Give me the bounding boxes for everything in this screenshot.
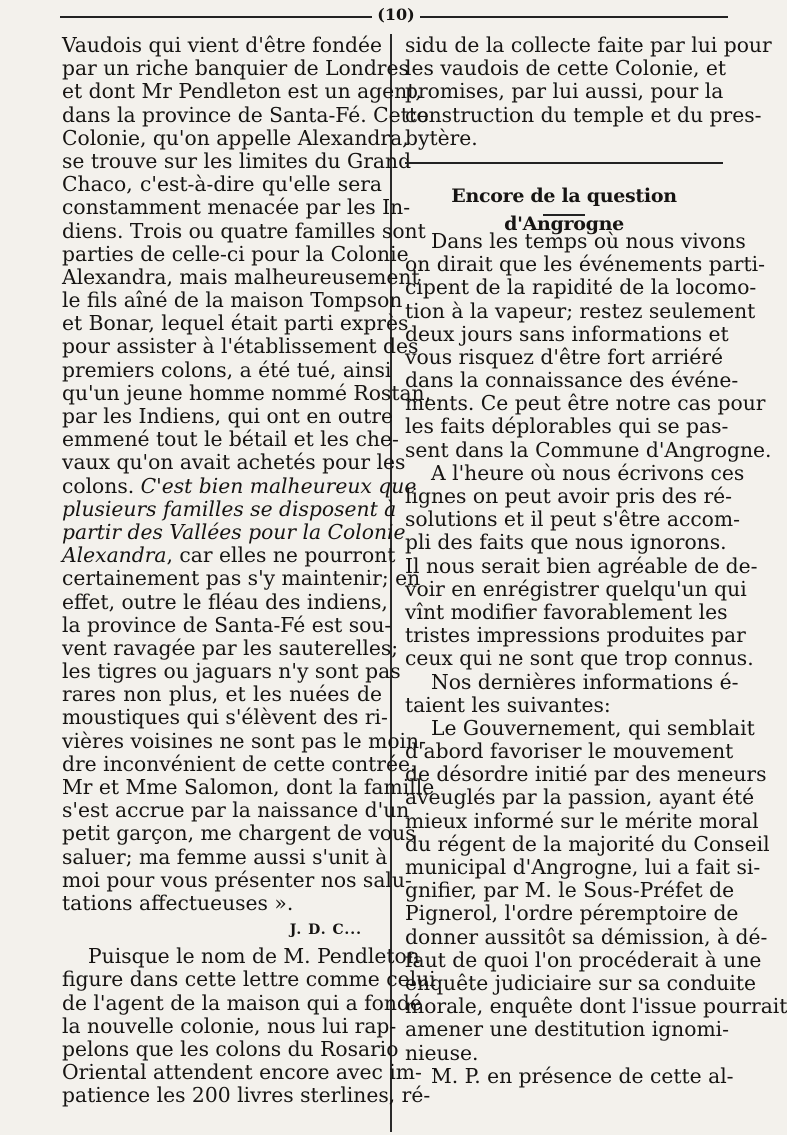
text-line: donner aussitôt sa démission, à dé- [405,924,768,949]
text-line: promises, par lui aussi, pour la [405,79,724,104]
text-line: ceux qui ne sont que trop connus. [405,646,754,671]
text-line: ments. Ce peut être notre cas pour [405,391,766,416]
right-paragraph-4 [405,715,787,1065]
text-line: rares non plus, et les nuées de [62,682,382,707]
text-line: vous risquez d'être fort arriéré [405,344,723,369]
italic-text: C'est bien malheureux que [140,473,417,498]
text-line: certainement pas s'y maintenir; en [62,566,421,591]
text-line: aveuglés par la passion, ayant été [405,785,755,810]
text-line: sent dans la Commune d'Angrogne. [405,437,772,462]
text-line: par les Indiens, qui ont en outre [62,404,393,428]
page-header [60,4,728,28]
text-line: la province de Santa-Fé est sou- [62,612,392,637]
text-line: Alexandra, mais malheureusement [62,264,420,289]
text-line: Nos dernières informations é- [431,669,739,694]
text-line: parties de celle-ci pour la Colonie [62,241,409,266]
left-paragraph-2 [62,944,436,1108]
text-line: voir en enrégistrer quelqu'un qui [405,576,747,601]
section-separator [405,162,723,164]
section-title: Encore de la question d'Angrogne [451,184,677,235]
text-line-italic-2: plusieurs familles se disposent à [62,496,397,521]
text-line: taient les suivantes: [405,692,611,717]
text-line: emmené tout le bétail et les che- [62,427,399,452]
text-line: vaux qu'on avait achetés pour les [62,450,406,475]
text-line: on dirait que les événements parti- [405,252,765,277]
text-line-italic-3: partir des Vallées pour la Colonie [62,519,406,544]
text-line: morale, enquête dont l'issue pourrait [405,994,787,1019]
text-line: lignes on peut avoir pris des ré- [405,484,733,508]
text-line: bytère. [405,125,478,150]
text-line: cipent de la rapidité de la locomo- [405,275,757,300]
text-line: saluer; ma femme aussi s'unit à [62,844,388,869]
text-line: Dans les temps où nous vivons [431,228,746,253]
text-line: Vaudois qui vient d'être fondée [62,33,382,57]
left-paragraph-1-rest [62,566,435,915]
text-line: se trouve sur les limites du Grand [62,148,412,173]
text-line-italic-4 [62,543,396,568]
text-line: gnifier, par M. le Sous-Préfet de [405,878,735,903]
italic-lead: colons. [62,473,135,498]
text-line: dans la connaissance des événe- [405,368,739,393]
text-line: tion à la vapeur; restez seulement [405,298,756,323]
text-line: les faits déplorables qui se pas- [405,414,729,439]
text-line: d'abord favoriser le mouvement [405,739,734,764]
right-paragraph-1 [405,228,772,462]
right-column [405,33,787,1088]
text-line: vent ravagée par les sauterelles; [62,635,399,660]
text-line: A l'heure où nous écrivons ces [431,460,745,485]
text-line: mieux informé sur le mérite moral [405,808,759,833]
text-line: et Bonar, lequel était parti exprès [62,311,409,336]
text-line: qu'un jeune homme nommé Rostan, [62,380,432,405]
left-paragraph-1 [62,33,432,475]
text-line: Colonie, qu'on appelle Alexandra, [62,125,409,150]
text-line: vînt modifier favorablement les [405,599,728,624]
text-line: Puisque le nom de M. Pendleton [88,944,420,969]
text-line: enquête judiciaire sur sa conduite [405,970,756,995]
line-continuation: , car elles ne pourront [166,543,396,568]
right-paragraph-2 [405,460,758,671]
text-line: amener une destitution ignomi- [405,1017,730,1042]
text-line: Le Gouvernement, qui semblait [431,715,755,740]
text-line: construction du temple et du pres- [405,102,762,127]
text-line: premiers colons, a été tué, ainsi [62,357,392,382]
text-line: figure dans cette lettre comme celui [62,967,436,992]
text-line: nieuse. [405,1040,479,1065]
text-line: sidu de la collecte faite par lui pour [405,33,772,57]
text-line: Oriental attendent encore avec im- [62,1060,422,1085]
text-line: diens. Trois ou quatre familles sont [62,218,426,243]
text-line: faut de quoi l'on procéderait à une [405,947,762,972]
text-line: petit garçon, me chargent de vous [62,821,416,846]
page-number: (10) [377,5,415,24]
text-line: effet, outre le fléau des indiens, [62,589,388,614]
text-line: solutions et il peut s'être accom- [405,507,740,532]
header-rule-left [60,16,372,18]
text-line: dans la province de Santa-Fé. Cette [62,102,429,127]
text-line: moi pour vous présenter nos salu- [62,867,412,892]
text-line: Mr et Mme Salomon, dont la famille [62,775,435,799]
italic-text: Alexandra [62,543,167,568]
text-line: municipal d'Angrogne, lui a fait si- [405,855,761,879]
signature: J. D. C... [289,922,362,939]
text-line: vières voisines ne sont pas le moin- [62,728,426,753]
header-rule-right [420,16,728,18]
text-line: pelons que les colons du Rosario [62,1036,399,1061]
text-line: deux jours sans informations et [405,321,729,346]
right-continuation [405,33,772,150]
text-line: par un riche banquier de Londres [62,56,409,81]
text-line: dre inconvénient de cette contrée. [62,751,417,776]
text-line: le fils aîné de la maison Tompson [62,288,403,313]
text-line: Il nous serait bien agréable de de- [405,553,758,578]
text-line: pour assister à l'établissement des [62,334,419,359]
right-paragraph-3 [405,669,739,717]
text-line: les vaudois de cette Colonie, et [405,56,727,81]
text-line: Pignerol, l'ordre péremptoire de [405,901,739,926]
text-line: de désordre initié par des meneurs [405,762,767,787]
text-line: les tigres ou jaguars n'y sont pas [62,659,401,684]
text-line: du régent de la majorité du Conseil [405,831,770,856]
text-line: patience les 200 livres sterlines, ré- [62,1083,431,1108]
text-line: tristes impressions produites par [405,623,746,648]
text-line: s'est accrue par la naissance d'un [62,798,410,823]
text-line: constamment menacée par les In- [62,195,411,220]
left-column [62,33,436,1108]
right-paragraph-5 [405,1063,734,1088]
text-line: moustiques qui s'élèvent des ri- [62,705,388,730]
text-line: Chaco, c'est-à-dire qu'elle sera [62,172,382,197]
text-line: et dont Mr Pendleton est un agent, [62,79,422,104]
text-line: de l'agent de la maison qui a fondé [62,990,422,1015]
text-line: M. P. en présence de cette al- [431,1063,734,1088]
text-line-italic-1 [62,473,417,498]
text-line: tations affectueuses ». [62,890,294,915]
text-line: la nouvelle colonie, nous lui rap- [62,1013,397,1038]
text-line: pli des faits que nous ignorons. [405,530,727,555]
